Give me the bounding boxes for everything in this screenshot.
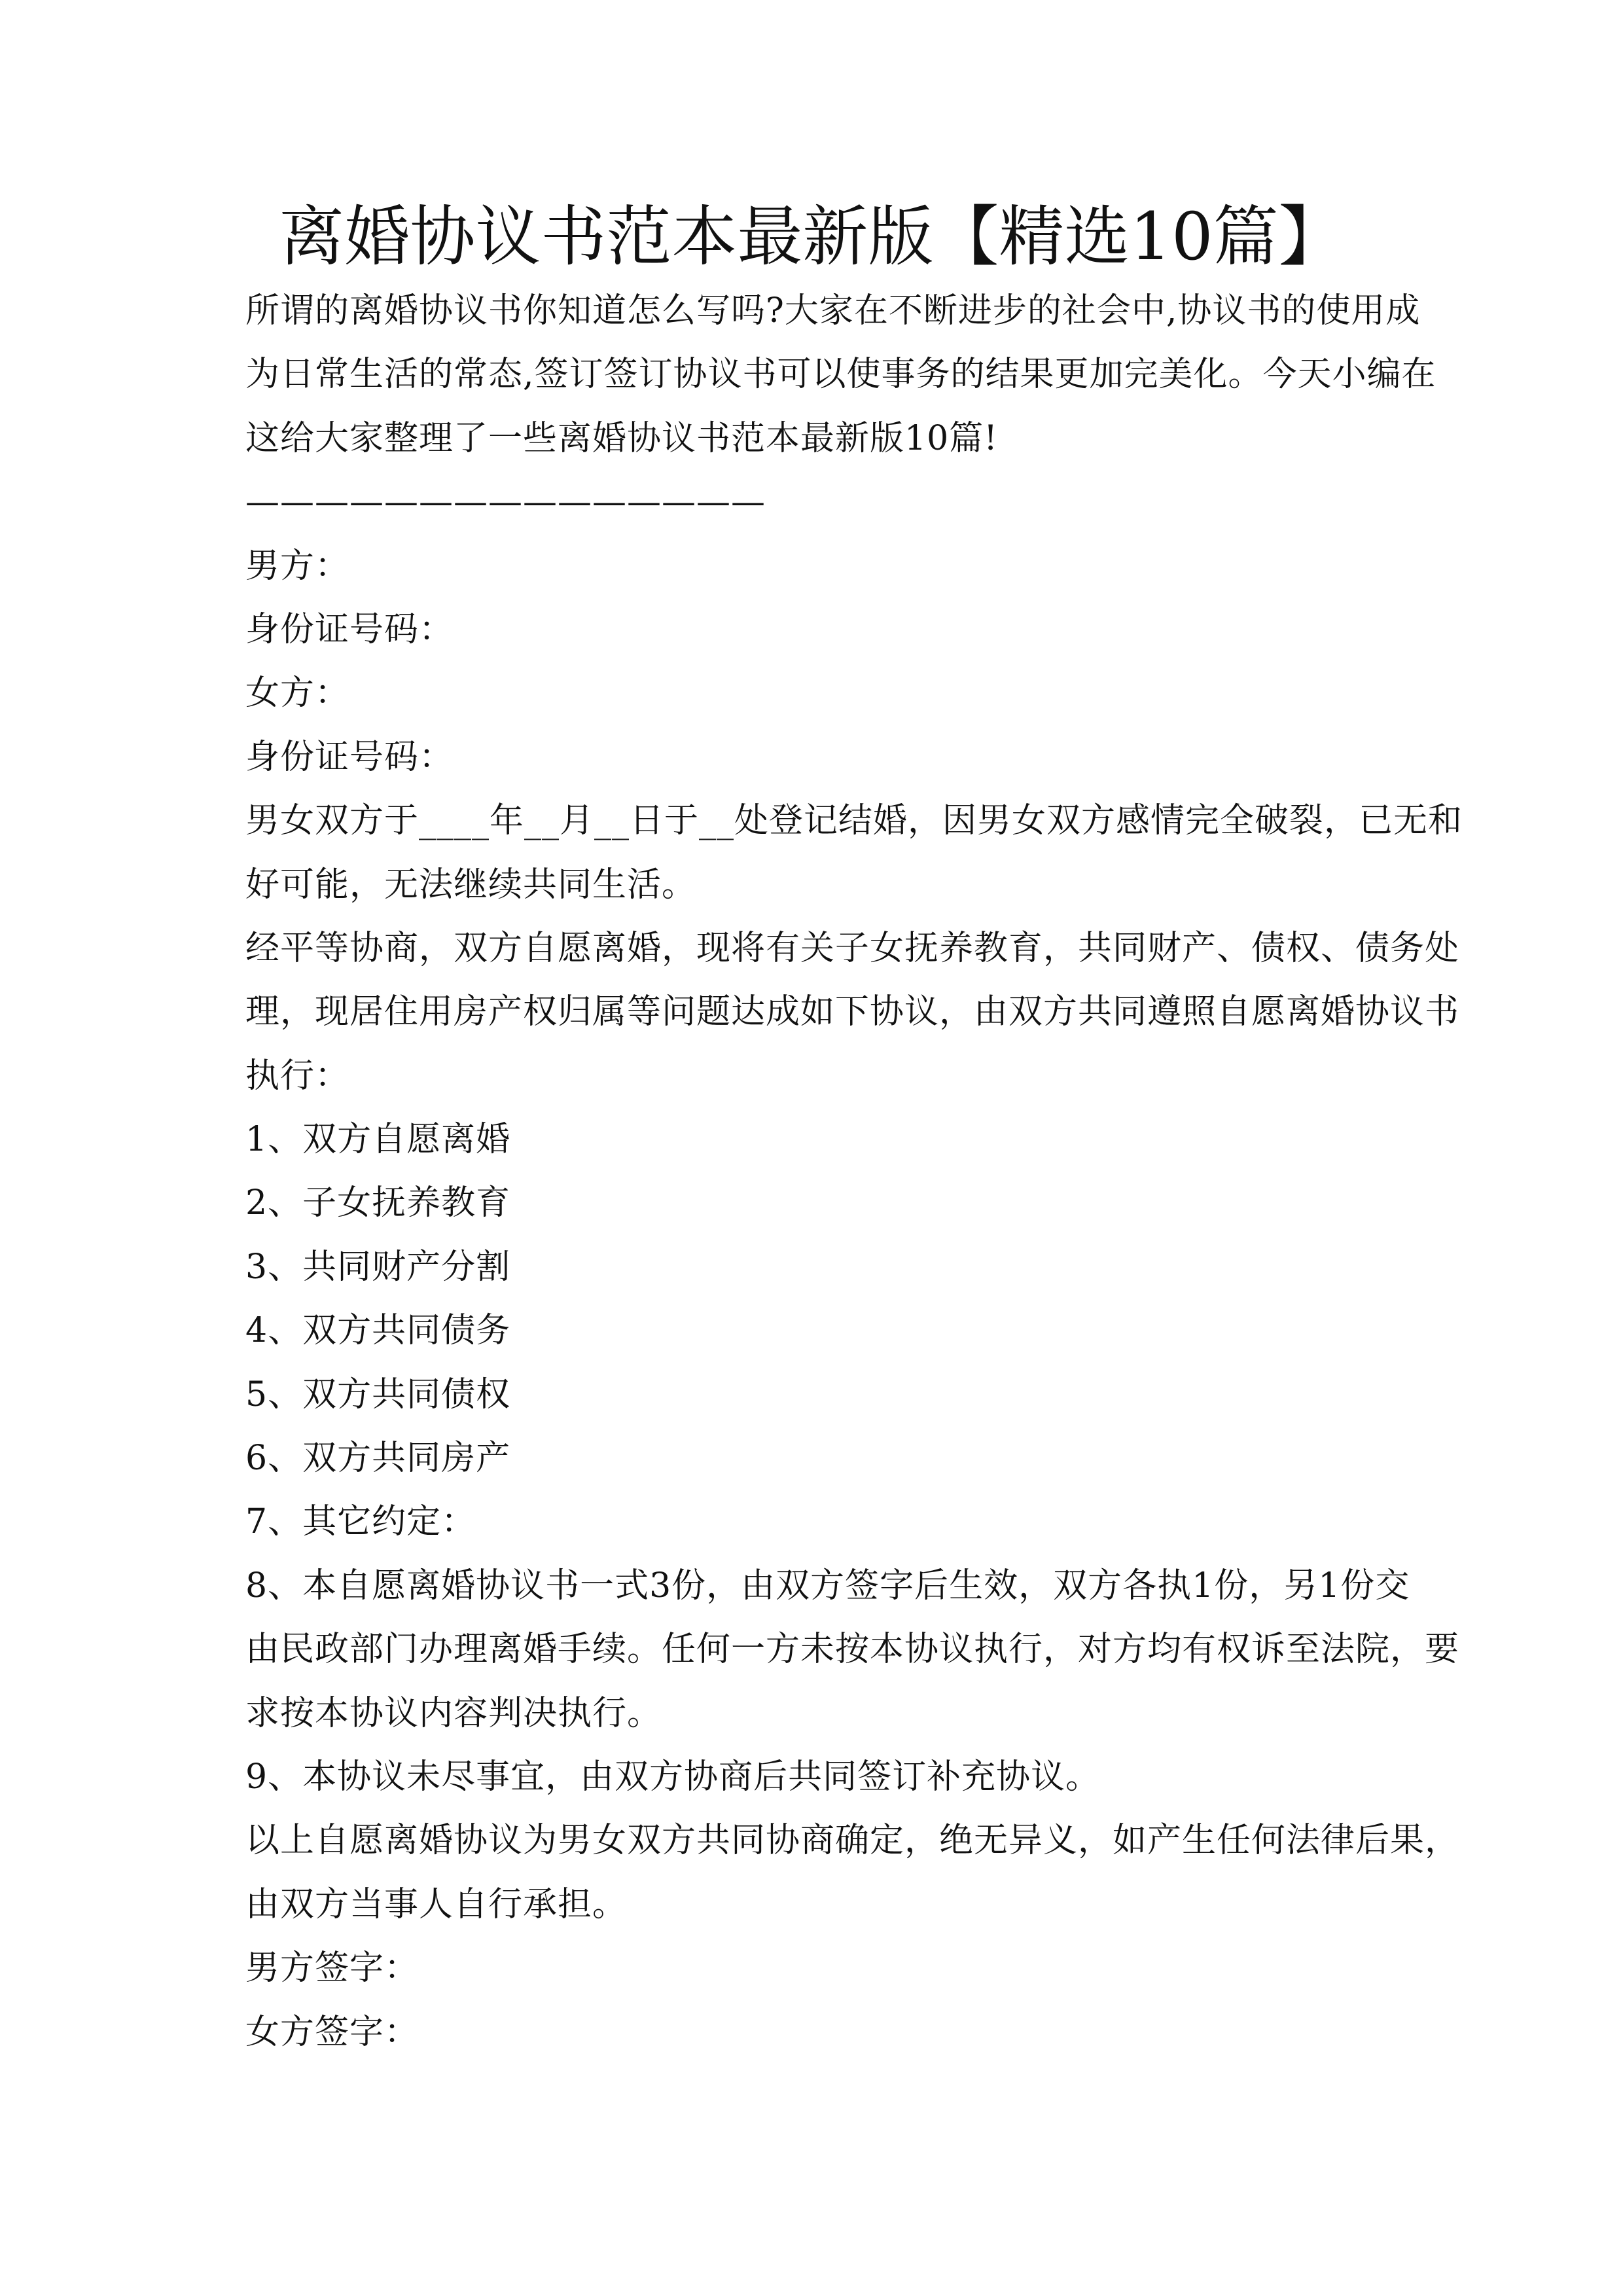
text-line: ——————————————— [245, 482, 766, 522]
text-line: 经平等协商，双方自愿离婚，现将有关子女抚养教育，共同财产、债权、债务处 [245, 928, 1460, 968]
document-title: 离婚协议书范本最新版【精选10篇】 [279, 198, 1344, 275]
text-line: 所谓的离婚协议书你知道怎么写吗?大家在不断进步的社会中,协议书的使用成 [245, 291, 1421, 331]
text-line: 8、本自愿离婚协议书一式3份，由双方签字后生效，双方各执1份，另1份交 [245, 1566, 1410, 1605]
text-line: 女方签字： [245, 2012, 419, 2052]
text-line: 以上自愿离婚协议为男女双方共同协商确定，绝无异义，如产生任何法律后果， [245, 1821, 1460, 1861]
text-line: 男方： [245, 546, 350, 586]
text-line: 身份证号码： [245, 609, 454, 649]
text-line: 1、双方自愿离婚 [245, 1120, 511, 1160]
text-line: 5、双方共同债权 [245, 1374, 511, 1414]
text-line: 这给大家整理了一些离婚协议书范本最新版10篇! [245, 418, 999, 458]
text-line: 7、其它约定： [245, 1502, 476, 1542]
text-line: 男方签字： [245, 1948, 419, 1988]
text-line: 由民政部门办理离婚手续。任何一方未按本协议执行，对方均有权诉至法院，要 [245, 1630, 1460, 1670]
text-line: 为日常生活的常态,签订签订协议书可以使事务的结果更加完美化。今天小编在 [245, 355, 1436, 395]
text-line: 理，现居住用房产权归属等问题达成如下协议，由双方共同遵照自愿离婚协议书 [245, 992, 1460, 1032]
text-line: 9、本协议未尽事宜，由双方协商后共同签订补充协议。 [245, 1757, 1101, 1797]
text-line: 好可能，无法继续共同生活。 [245, 865, 697, 905]
text-line: 身份证号码： [245, 737, 454, 777]
text-line: 求按本协议内容判决执行。 [245, 1693, 662, 1733]
text-line: 2、子女抚养教育 [245, 1183, 511, 1223]
text-line: 男女双方于____年__月__日于__处登记结婚，因男女双方感情完全破裂，已无和 [245, 801, 1463, 841]
text-line: 由双方当事人自行承担。 [245, 1884, 628, 1924]
document-body [245, 279, 1463, 2064]
text-line: 4、双方共同债务 [245, 1311, 511, 1351]
text-line: 6、双方共同房产 [245, 1439, 511, 1479]
text-line: 3、共同财产分割 [245, 1247, 511, 1287]
text-line: 女方： [245, 673, 350, 713]
text-line: 执行： [245, 1056, 350, 1096]
